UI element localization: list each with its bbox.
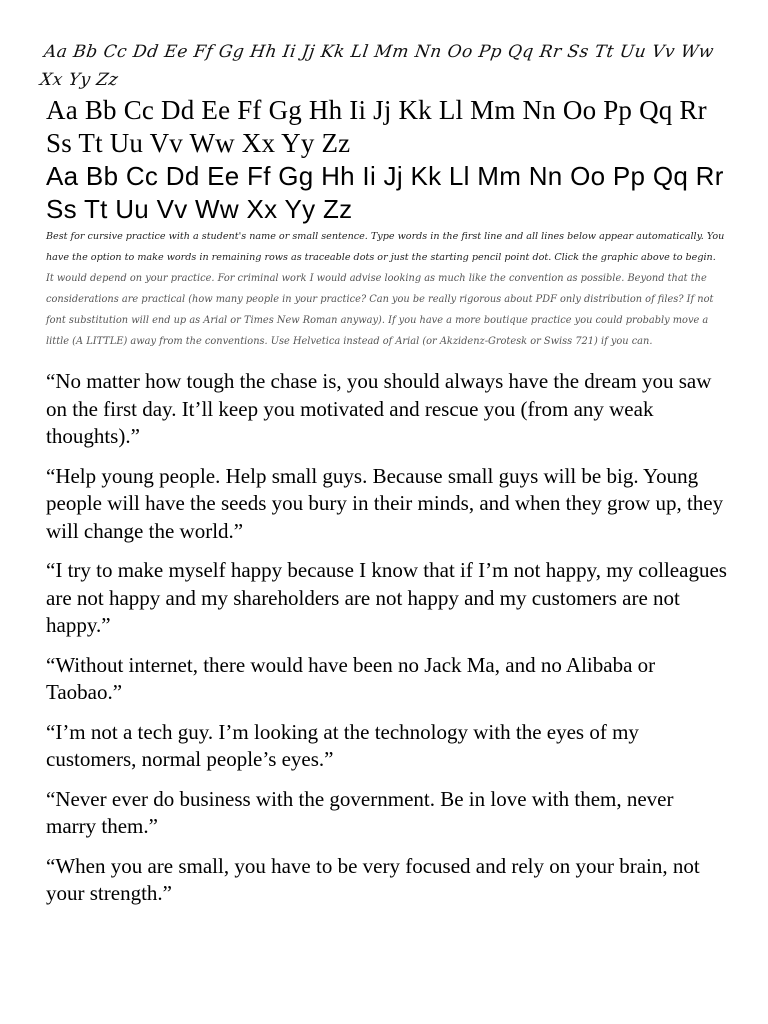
quote-item: “I try to make myself happy because I know that if I’m not happy, my colleagues are not happy and my shareholders are not happy and my customers are not happy.” <box>46 558 727 637</box>
quote-item: “When you are small, you have to be very focused and rely on your brain, not your strength.” <box>46 853 700 905</box>
quote-item: “I’m not a tech guy. I’m looking at the technology with the eyes of my customers, normal people’s eyes.” <box>46 719 639 771</box>
serif-alphabet: Aa Bb Cc Dd Ee Ff Gg Hh Ii Jj Kk Ll Mm Nn Oo Pp Qq Rr Ss Tt Uu Vv Ww Xx Yy Zz <box>46 95 707 158</box>
quote-item: “Help young people. Help small guys. Because small guys will be big. Young people will have the seeds you bury in their minds, and when they grow up, they will change the world.” <box>46 463 724 543</box>
cursive-practice-note: Best for cursive practice with a student's name or small sentence. Type words in the first line and all lines below appear automatically. You have the option to make words in remaining rows as traceable dots or just the starting pencil point dot. Click the graphic above to begin. <box>46 231 725 263</box>
quote-item: “Without internet, there would have been no Jack Ma, and no Alibaba or Taobao.” <box>46 652 656 704</box>
quote-item: “No matter how tough the chase is, you should always have the dream you saw on the first day. It’ll keep you motivated and rescue you (from any weak thoughts).” <box>46 369 712 448</box>
font-advice-note: It would depend on your practice. For criminal work I would advise looking as much like the convention as possible. Beyond that the considerations are practical (how many people in your practice? Can you be really rigorous about PDF only distribution of files? If not font substitution will end up as Arial or Times New Roman anyway). If you have a more boutique practice you could probably move a little (A LITTLE) away from the conventions. Use Helvetica instead of Arial (or Akzidenz-Grotesk or Swiss 721) if you can. <box>46 273 714 347</box>
script-alphabet: Aa Bb Cc Dd Ee Ff Gg Hh Ii Jj Kk Ll Mm Nn Oo Pp Qq Rr Ss Tt Uu Vv Ww Xx Yy Zz <box>38 42 716 90</box>
quote-list <box>46 368 728 908</box>
sans-alphabet: Aa Bb Cc Dd Ee Ff Gg Hh Ii Jj Kk Ll Mm Nn Oo Pp Qq Rr Ss Tt Uu Vv Ww Xx Yy Zz <box>46 161 724 224</box>
quote-item: “Never ever do business with the government. Be in love with them, never marry them.” <box>46 786 674 838</box>
